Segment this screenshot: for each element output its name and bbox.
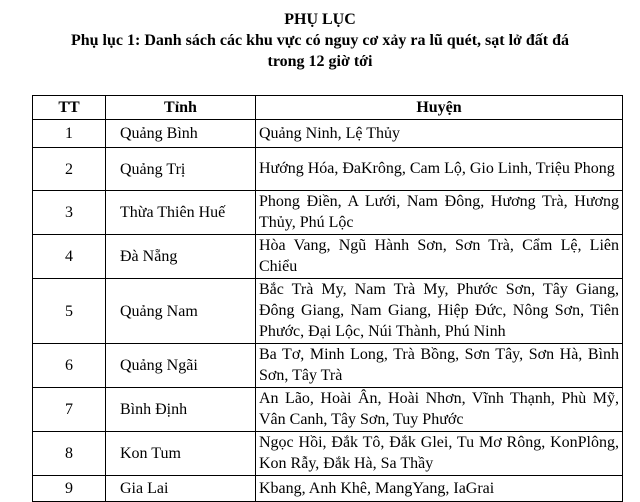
- district-cell: Quảng Ninh, Lệ Thủy: [256, 120, 623, 148]
- province-cell: Gia Lai: [106, 476, 256, 502]
- table-row: [33, 279, 623, 344]
- column-header-tt: TT: [33, 96, 106, 120]
- table-header-row: [33, 96, 623, 120]
- row-number: 4: [33, 235, 106, 279]
- table-row: [33, 120, 623, 148]
- table-row: [33, 191, 623, 235]
- row-number: 2: [33, 148, 106, 191]
- province-cell: Quảng Trị: [106, 148, 256, 191]
- appendix-subtitle-line-1: Phụ lục 1: Danh sách các khu vực có nguy cơ xảy ra lũ quét, sạt lở đất đá: [70, 32, 570, 49]
- province-cell: Quảng Nam: [106, 279, 256, 344]
- province-cell: Đà Nẵng: [106, 235, 256, 279]
- page-title: PHỤ LỤC: [284, 11, 356, 28]
- row-number: 9: [33, 476, 106, 502]
- row-number: 7: [33, 388, 106, 432]
- province-cell: Thừa Thiên Huế: [106, 191, 256, 235]
- table-row: [33, 432, 623, 476]
- district-cell: An Lão, Hoài Ân, Hoài Nhơn, Vĩnh Thạnh, Phù Mỹ, Vân Canh, Tây Sơn, Tuy Phước: [256, 388, 623, 432]
- column-header-tinh: Tỉnh: [106, 96, 256, 120]
- province-cell: Quảng Ngãi: [106, 344, 256, 388]
- table-row: [33, 388, 623, 432]
- district-cell: Hướng Hóa, ĐaKrông, Cam Lộ, Gio Linh, Triệu Phong: [256, 148, 623, 191]
- district-cell: Kbang, Anh Khê, MangYang, IaGrai: [256, 476, 623, 502]
- table-row: [33, 344, 623, 388]
- district-cell: Ba Tơ, Minh Long, Trà Bồng, Sơn Tây, Sơn Hà, Bình Sơn, Tây Trà: [256, 344, 623, 388]
- area-table-container: [32, 95, 622, 502]
- row-number: 8: [33, 432, 106, 476]
- column-header-huyen: Huyện: [256, 96, 623, 120]
- row-number: 3: [33, 191, 106, 235]
- district-cell: Ngọc Hồi, Đắk Tô, Đắk Glei, Tu Mơ Rông, KonPlông, Kon Rẫy, Đắk Hà, Sa Thầy: [256, 432, 623, 476]
- district-cell: Hòa Vang, Ngũ Hành Sơn, Sơn Trà, Cẩm Lệ, Liên Chiểu: [256, 235, 623, 279]
- province-cell: Bình Định: [106, 388, 256, 432]
- row-number: 6: [33, 344, 106, 388]
- province-cell: Kon Tum: [106, 432, 256, 476]
- province-cell: Quảng Bình: [106, 120, 256, 148]
- district-cell: Phong Điền, A Lưới, Nam Đông, Hương Trà, Hương Thủy, Phú Lộc: [256, 191, 623, 235]
- area-table: [32, 95, 623, 502]
- row-number: 5: [33, 279, 106, 344]
- appendix-subtitle-line-2: trong 12 giờ tới: [267, 53, 373, 70]
- table-row: [33, 476, 623, 502]
- row-number: 1: [33, 120, 106, 148]
- district-cell: Bắc Trà My, Nam Trà My, Phước Sơn, Tây Giang, Đông Giang, Nam Giang, Hiệp Đức, Nông Sơn, Tiên Phước, Đại Lộc, Núi Thành, Phú Ninh: [256, 279, 623, 344]
- table-row: [33, 148, 623, 191]
- table-row: [33, 235, 623, 279]
